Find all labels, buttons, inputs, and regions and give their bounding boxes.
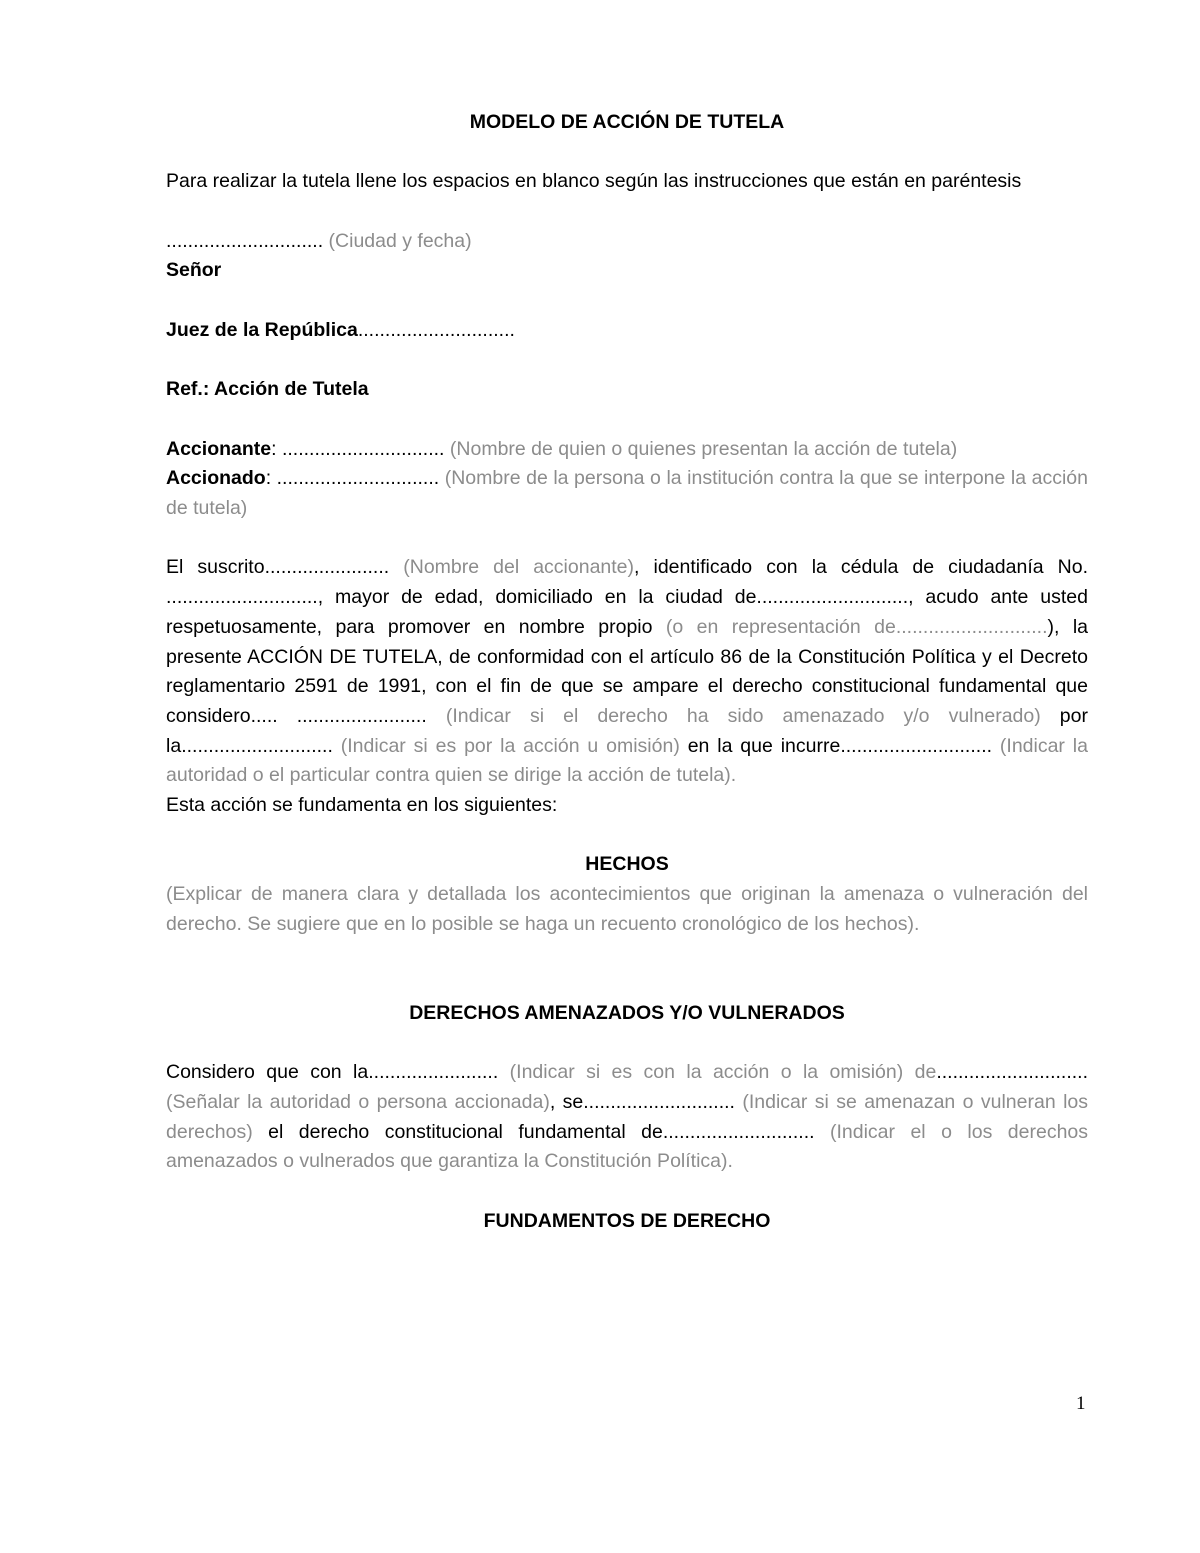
instruction-hint: (Indicar si es con la acción o la omisión) de: [498, 1061, 937, 1084]
fill-blank: ..... ........................: [250, 704, 427, 727]
spacer: [166, 1177, 1088, 1207]
fill-blank: ............................: [756, 586, 909, 609]
reference-line: Ref.: Acción de Tutela: [166, 378, 369, 401]
judge-label: Juez de la República: [166, 318, 358, 341]
instruction-hint: (Nombre del accionante): [389, 556, 635, 579]
accionado-line: [166, 464, 1088, 523]
instruction-hint: (Indicar el o los derechos amenazados o vulnerados que garantiza la Constitución Política).: [166, 1120, 1089, 1173]
spacer: [166, 524, 1088, 554]
fill-blank: ........................: [368, 1061, 499, 1084]
document-page: [166, 108, 1088, 1237]
document-title: MODELO DE ACCIÓN DE TUTELA: [469, 111, 785, 133]
body-text: ), la presente ACCIÓN DE TUTELA, de conformidad con el artículo 86 de la Constitución Política y el Decreto reglamentario 2591 de 1991, con el fin de que se ampare el derecho constitucional fundamental que considero: [166, 615, 1089, 727]
fill-blank: .......................: [264, 556, 390, 579]
instruction-hint: (Indicar la autoridad o el particular contra quien se dirige la acción de tutela).: [166, 734, 1088, 787]
body-text: , identificado con la cédula de ciudadanía No.: [634, 556, 1088, 579]
derechos-heading: DERECHOS AMENAZADOS Y/O VULNERADOS: [409, 1001, 845, 1024]
body-closing: Esta acción se fundamenta en los siguientes:: [166, 794, 558, 817]
body-text: , se: [549, 1091, 584, 1114]
accionante-line: [166, 435, 1088, 465]
body-text: en la que incurre: [679, 734, 841, 757]
instruction-hint: (o en representación de: [652, 615, 896, 638]
hechos-heading: HECHOS: [585, 853, 669, 876]
accionante-hint: (Nombre de quien o quienes presentan la acción de tutela): [444, 437, 958, 460]
fill-blank: ............................: [583, 1091, 735, 1114]
city-date-line: [166, 227, 1088, 257]
fill-blank: ............................: [840, 734, 993, 757]
spacer: [166, 940, 1088, 999]
instruction-hint: (Indicar si el derecho ha sido amenazado y/o vulnerado): [426, 704, 1041, 727]
fundamentos-heading: FUNDAMENTOS DE DERECHO: [483, 1209, 771, 1232]
page-number: 1: [1076, 1393, 1086, 1414]
accionante-blank: : ..............................: [271, 437, 445, 460]
fill-blank: ............................: [936, 1061, 1089, 1084]
city-date-blank: .............................: [166, 229, 324, 252]
hechos-instructions: (Explicar de manera clara y detallada los acontecimientos que originan la amenaza o vulneración del derecho. Se sugiere que en lo posible se haga un recuento cronológico de los hechos).: [166, 883, 1088, 935]
spacer: [166, 821, 1088, 851]
instruction-hint: (Indicar si se amenazan o vulneran los derechos): [166, 1091, 1088, 1143]
judge-line: [166, 316, 1088, 346]
spacer: [166, 405, 1088, 435]
derechos-paragraph: [166, 1058, 1088, 1177]
body-text: , mayor de edad, domiciliado en la ciudad de: [317, 586, 757, 609]
accionante-label: Accionante: [166, 437, 272, 460]
body-text: el derecho constitucional fundamental de: [252, 1120, 663, 1143]
city-date-hint: (Ciudad y fecha): [323, 229, 472, 252]
addressee: Señor: [166, 259, 222, 282]
fill-blank: ............................: [662, 1120, 815, 1143]
instruction-hint: (Indicar si es por la acción u omisión): [332, 734, 680, 757]
body-text: , acudo ante usted respetuosamente, para promover en nombre propio: [166, 586, 1088, 638]
accionado-blank: : ..............................: [265, 467, 440, 490]
body-text: Considero que con la: [166, 1061, 369, 1084]
instruction-hint: (Señalar la autoridad o persona accionada): [166, 1091, 550, 1114]
spacer: [166, 197, 1088, 227]
accionado-label: Accionado: [166, 467, 266, 490]
spacer: [166, 1029, 1088, 1059]
spacer: [166, 138, 1088, 168]
spacer: [166, 346, 1088, 376]
body-text: El suscrito: [166, 556, 265, 579]
accionado-hint: (Nombre de la persona o la institución contra la que se interpone la acción de tutela): [166, 467, 1088, 520]
intro-paragraph: Para realizar la tutela llene los espacios en blanco según las instrucciones que están en paréntesis: [166, 170, 1022, 193]
fill-blank: ............................: [895, 615, 1048, 638]
judge-blank: .............................: [357, 318, 515, 341]
body-paragraph: [166, 553, 1088, 791]
body-text: por la: [166, 704, 1088, 757]
spacer: [166, 286, 1088, 316]
fill-blank: ............................: [181, 734, 333, 757]
fill-blank: ............................: [166, 586, 318, 609]
